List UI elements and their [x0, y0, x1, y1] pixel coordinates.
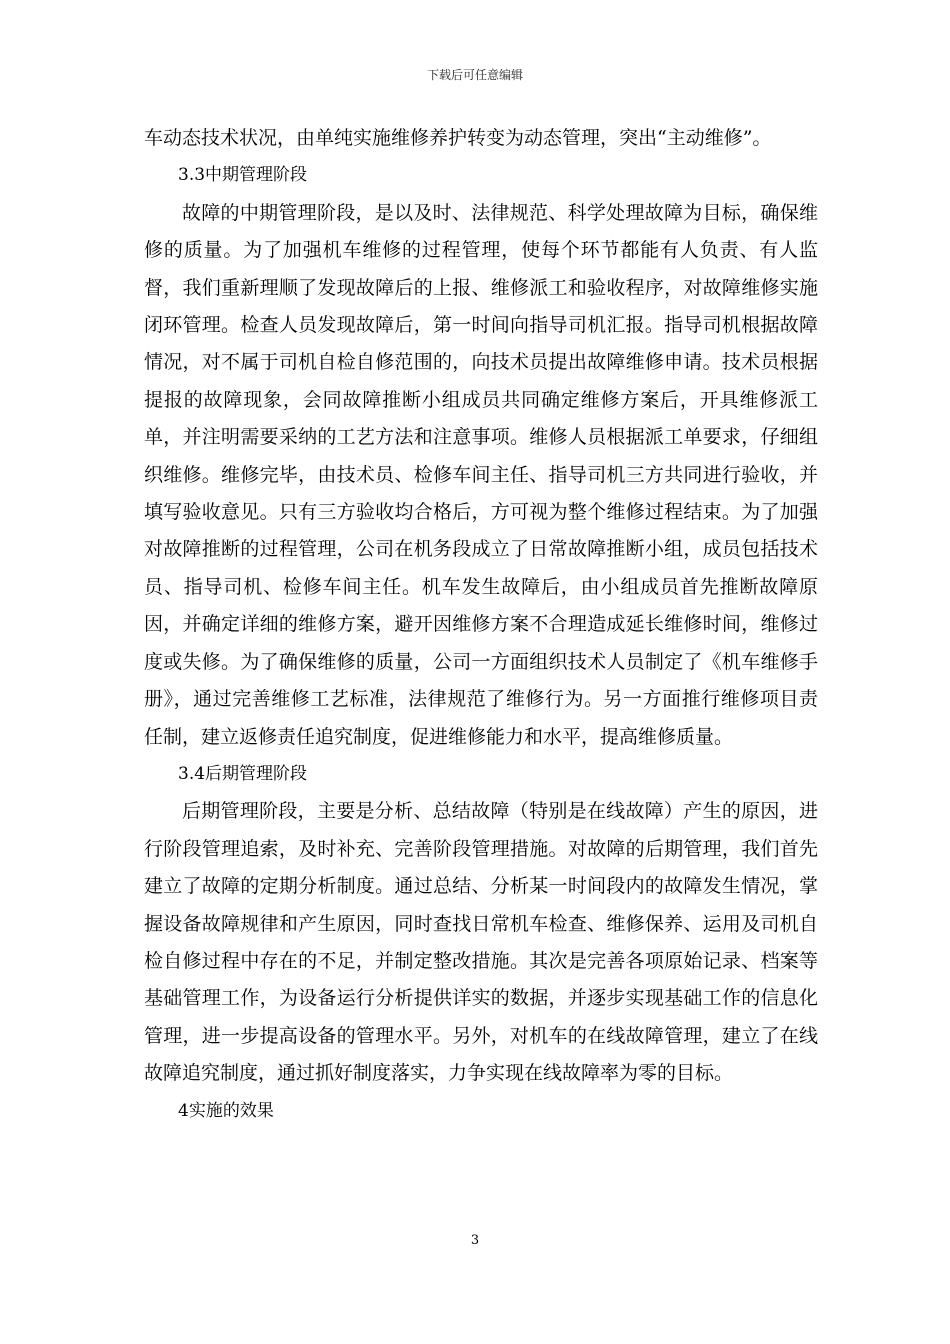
page-number: 3: [470, 1233, 480, 1248]
paragraph-late-term-management: 后期管理阶段，主要是分析、总结故障（特别是在线故障）产生的原因，进行阶段管理追索，及时补充、完善阶段管理措施。对故障的后期管理，我们首先建立了故障的定期分析制度。通过总结、分析某一时间段内的故障发生情况，掌握设备故障规律和产生原因，同时查找日常机车检查、维修保养、运用及司机自检自修过程中存在的不足，并制定整改措施。其次是完善各项原始记录、档案等基础管理工作，为设备运行分析提供详实的数据，并逐步实现基础工作的信息化管理，进一步提高设备的管理水平。另外，对机车的在线故障管理，建立了在线故障追究制度，通过抓好制度落实，力争实现在线故障率为零的目标。: [144, 800, 818, 1085]
paragraph-continuation: 车动态技术状况，由单纯实施维修养护转变为动态管理，突出“主动维修”。: [144, 127, 772, 149]
section-heading-4: 4实施的效果: [178, 1100, 274, 1121]
page-header: 下载后可任意编辑: [426, 68, 523, 82]
document-body: [144, 120, 818, 1130]
section-heading-3-3: 3.3中期管理阶段: [178, 165, 308, 186]
section-heading-3-4: 3.4后期管理阶段: [178, 763, 308, 784]
paragraph-mid-term-management: 故障的中期管理阶段，是以及时、法律规范、科学处理故障为目标，确保维修的质量。为了加强机车维修的过程管理，使每个环节都能有人负责、有人监督，我们重新理顺了发现故障后的上报、维修派工和验收程序，对故障维修实施闭环管理。检查人员发现故障后，第一时间向指导司机汇报。指导司机根据故障情况，对不属于司机自检自修范围的，向技术员提出故障维修申请。技术员根据提报的故障现象，会同故障推断小组成员共同确定维修方案后，开具维修派工单，并注明需要采纳的工艺方法和注意事项。维修人员根据派工单要求，仔细组织维修。维修完毕，由技术员、检修车间主任、指导司机三方共同进行验收，并填写验收意见。只有三方验收均合格后，方可视为整个维修过程结束。为了加强对故障推断的过程管理，公司在机务段成立了日常故障推断小组，成员包括技术员、指导司机、检修车间主任。机车发生故障后，由小组成员首先推断故障原因，并确定详细的维修方案，避开因维修方案不合理造成延长维修时间，维修过度或失修。为了确保维修的质量，公司一方面组织技术人员制定了《机车维修手册》，通过完善维修工艺标准，法律规范了维修行为。另一方面推行维修项目责任制，建立返修责任追究制度，促进维修能力和水平，提高维修质量。: [144, 201, 818, 748]
